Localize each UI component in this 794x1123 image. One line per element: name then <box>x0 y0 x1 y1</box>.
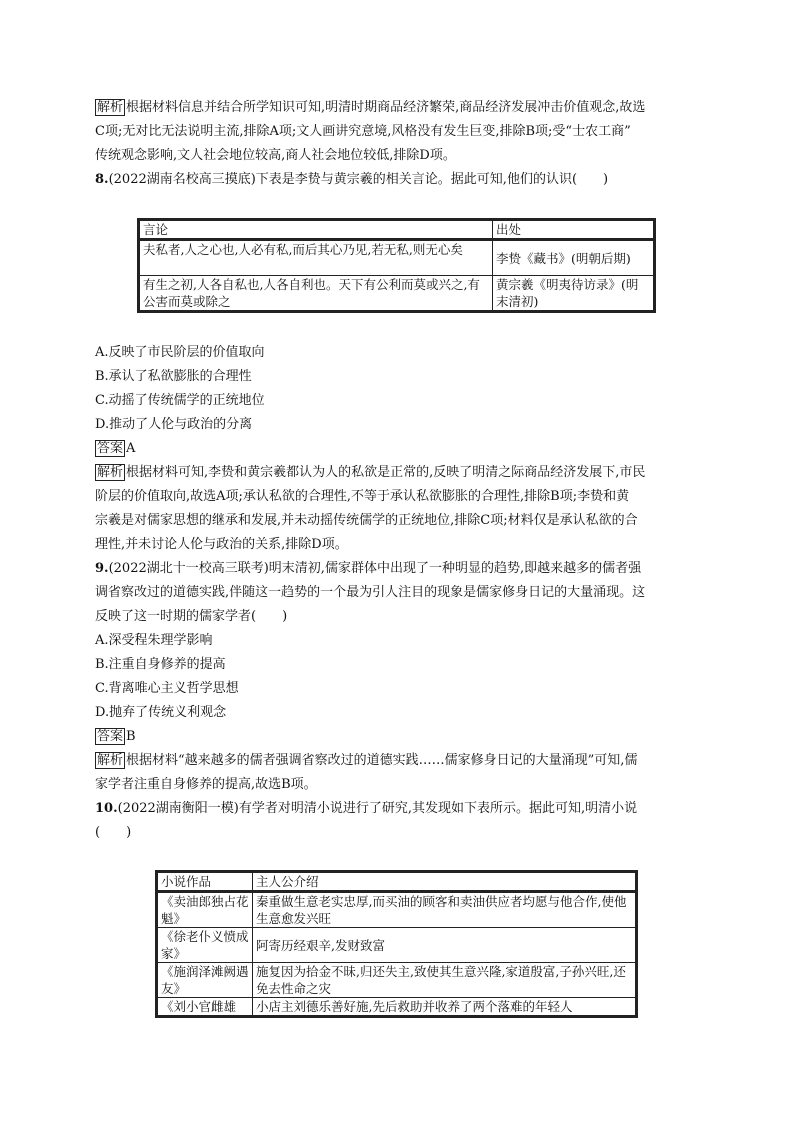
table-cell: 秦重做生意老实忠厚,而买油的顾客和卖油供应者均愿与他合作,使他生意愈发兴旺 <box>253 892 637 928</box>
option-a: A.深受程朱理学影响 <box>95 633 213 648</box>
question-text-line: 调省察改过的道德实践,伴随这一趋势的一个最为引人注目的现象是儒家修身日记的大量涌现。这 <box>95 585 646 600</box>
question-9-stem <box>95 557 700 629</box>
option-c: C.动摇了传统儒学的正统地位 <box>95 393 265 408</box>
table-cell: 小店主刘德乐善好施,先后救助并收养了两个落难的年轻人 <box>253 998 637 1017</box>
analysis-text-line: 根据材料可知,李贽和黄宗羲都认为人的私欲是正常的,反映了明清之际商品经济发展下,市民 <box>126 465 646 480</box>
analysis-tag: 解析 <box>97 465 124 480</box>
question-text: (2022湖北十一校高三联考)明末清初,儒家群体中出现了一种明显的趋势,即越来越多的儒者强 <box>108 561 642 576</box>
question-text-line: ( ) <box>95 825 132 840</box>
table-header-cell: 言论 <box>139 220 493 240</box>
q7-analysis <box>95 96 700 168</box>
table-row <box>139 240 655 276</box>
answer-tag: 答案 <box>97 441 124 456</box>
q8-table <box>137 218 656 313</box>
table-header-cell: 出处 <box>493 220 655 240</box>
table-row <box>157 928 637 963</box>
question-8-stem <box>95 168 700 192</box>
table-row <box>157 998 637 1017</box>
analysis-tag: 解析 <box>97 100 124 115</box>
analysis-text-line: 理性,并未讨论人伦与政治的关系,排除D项。 <box>95 537 348 552</box>
option-d: D.推动了人伦与政治的分离 <box>95 417 253 432</box>
table-cell: 《施润泽滩阙遇友》 <box>157 963 253 998</box>
table-cell: 《徐老仆义愤成家》 <box>157 928 253 963</box>
table-header-cell: 小说作品 <box>157 872 253 892</box>
q8-answer-analysis <box>95 437 700 557</box>
table-row <box>139 276 655 312</box>
table-cell: 施复因为拾金不昧,归还失主,致使其生意兴隆,家道殷富,子孙兴旺,还免去性命之灾 <box>253 963 637 998</box>
question-10-stem <box>95 797 700 845</box>
table-cell: 李贽《藏书》(明朝后期) <box>493 240 655 276</box>
analysis-text-line: C项;无对比无法说明主流,排除A项;文人画讲究意境,风格没有发生巨变,排除B项;受“士农工商” <box>95 124 631 139</box>
analysis-text-line: 根据材料信息并结合所学知识可知,明清时期商品经济繁荣,商品经济发展冲击价值观念,故选 <box>126 100 646 115</box>
question-text-line: 反映了这一时期的儒家学者( ) <box>95 609 288 624</box>
option-b: B.注重自身修养的提高 <box>95 657 226 672</box>
table-cell: 《刘小官雌雄 <box>157 998 253 1017</box>
option-d: D.抛弃了传统义利观念 <box>95 705 227 720</box>
analysis-text-line: 传统观念影响,文人社会地位较高,商人社会地位较低,排除D项。 <box>95 148 456 163</box>
table-header-row <box>139 220 655 240</box>
option-b: B.承认了私欲膨胀的合理性 <box>95 369 252 384</box>
q10-table <box>155 870 638 1018</box>
analysis-text-line: 家学者注重自身修养的提高,故选B项。 <box>95 777 317 792</box>
analysis-text-line: 阶层的价值取向,故选A项;承认私欲的合理性,不等于承认私欲膨胀的合理性,排除B项;李贽和黄 <box>95 489 630 504</box>
question-number: 8. <box>95 172 109 187</box>
table-row <box>157 892 637 928</box>
table-cell: 黄宗羲《明夷待访录》(明末清初) <box>493 276 655 312</box>
question-number: 9. <box>95 561 109 576</box>
option-c: C.背离唯心主义哲学思想 <box>95 681 239 696</box>
table-cell: 《卖油郎独占花魁》 <box>157 892 253 928</box>
answer-value: A <box>126 441 136 456</box>
analysis-text-line: 宗羲是对儒家思想的继承和发展,并未动摇传统儒学的正统地位,排除C项;材料仅是承认私欲的合 <box>95 513 638 528</box>
analysis-text-line: 根据材料“越来越多的儒者强调省察改过的道德实践……儒家修身日记的大量涌现”可知,儒 <box>126 753 638 768</box>
table-cell: 阿寄历经艰辛,发财致富 <box>253 928 637 963</box>
answer-value: B <box>126 729 136 744</box>
analysis-tag: 解析 <box>97 753 124 768</box>
table-header-row <box>157 872 637 892</box>
table-row <box>157 963 637 998</box>
table-header-cell: 主人公介绍 <box>253 872 637 892</box>
table-cell: 有生之初,人各自私也,人各自利也。天下有公利而莫或兴之,有公害而莫或除之 <box>139 276 493 312</box>
option-a: A.反映了市民阶层的价值取向 <box>95 345 265 360</box>
q9-answer-analysis <box>95 725 700 797</box>
answer-tag: 答案 <box>97 729 124 744</box>
question-text: (2022湖南名校高三摸底)下表是李贽与黄宗羲的相关言论。据此可知,他们的认识( ) <box>108 172 609 187</box>
question-text: (2022湖南衡阳一模)有学者对明清小说进行了研究,其发现如下表所示。据此可知,明清小说 <box>117 801 638 816</box>
table-cell: 夫私者,人之心也,人必有私,而后其心乃见,若无私,则无心矣 <box>139 240 493 276</box>
question-number: 10. <box>95 801 118 816</box>
